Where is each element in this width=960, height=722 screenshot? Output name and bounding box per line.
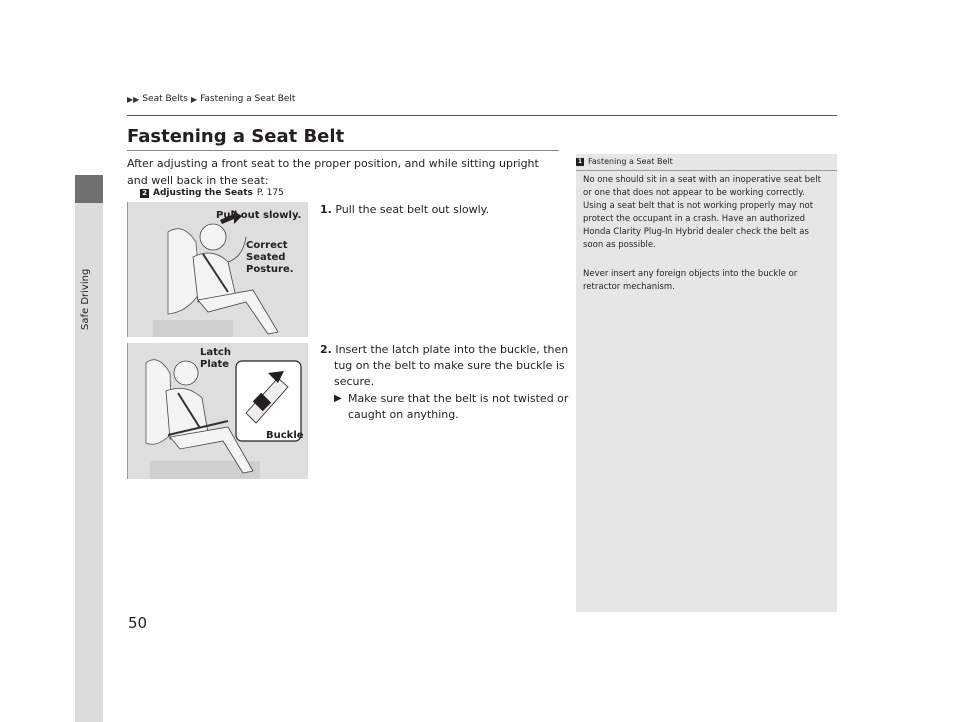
breadcrumb-arrow-icon: ▶: [190, 94, 198, 104]
notes-rule: [576, 170, 837, 171]
breadcrumb: [127, 94, 295, 104]
xref-page: P. 175: [256, 188, 284, 198]
label-pull-out-slowly: Pull out slowly.: [216, 210, 302, 221]
step-text: Insert the latch plate into the buckle, then tug on the belt to make sure the buckle is secure.: [334, 343, 569, 388]
sidebar-strip: [75, 175, 103, 722]
note-icon: 1: [577, 157, 583, 165]
header-rule: [127, 115, 837, 116]
arrow-right-icon: ▶: [334, 393, 342, 404]
breadcrumb-item-seat-belts[interactable]: Seat Belts: [142, 94, 188, 104]
page-number: 50: [128, 614, 148, 632]
notes-paragraph-2: Never insert any foreign objects into the buckle or retractor mechanism.: [583, 269, 798, 292]
label-buckle: Buckle: [266, 430, 304, 441]
xref-title: Adjusting the Seats: [153, 188, 253, 198]
notes-heading: [576, 157, 837, 166]
cross-reference-link[interactable]: [140, 188, 284, 198]
reference-icon: 2: [140, 189, 149, 198]
label-correct-posture: Correct Seated Posture.: [246, 240, 294, 275]
step-2-note: [334, 391, 574, 423]
breadcrumb-arrow-icon: ▶▶: [127, 94, 140, 104]
figure-insert-latch: [127, 343, 308, 479]
breadcrumb-item-current: Fastening a Seat Belt: [200, 94, 296, 104]
sidebar-section-label: Safe Driving: [80, 268, 91, 330]
figure-pull-belt: [127, 202, 308, 337]
step-number: 2.: [320, 343, 332, 356]
notes-paragraph-1: No one should sit in a seat with an inoperative seat belt or one that does not appear to be working correctly. Using a seat belt that is not working properly may not protect the occupant in a crash. Have an authorized Honda Clarity Plug-In Hybrid dealer check the belt as soon as possible.: [583, 175, 821, 250]
step-2: [320, 342, 574, 423]
notes-heading-text: Fastening a Seat Belt: [588, 157, 673, 166]
sidebar-tab: [75, 175, 103, 203]
label-latch-plate: Latch Plate: [200, 347, 231, 370]
step-text: Pull the seat belt out slowly.: [335, 203, 490, 216]
step-1: [320, 202, 560, 218]
title-rule: [127, 150, 559, 151]
page-title: Fastening a Seat Belt: [127, 126, 345, 147]
step-number: 1.: [320, 203, 332, 216]
intro-text: After adjusting a front seat to the proper position, and while sitting upright and well back in the seat:: [127, 157, 539, 187]
step-2-note-text: Make sure that the belt is not twisted or caught on anything.: [348, 392, 569, 421]
